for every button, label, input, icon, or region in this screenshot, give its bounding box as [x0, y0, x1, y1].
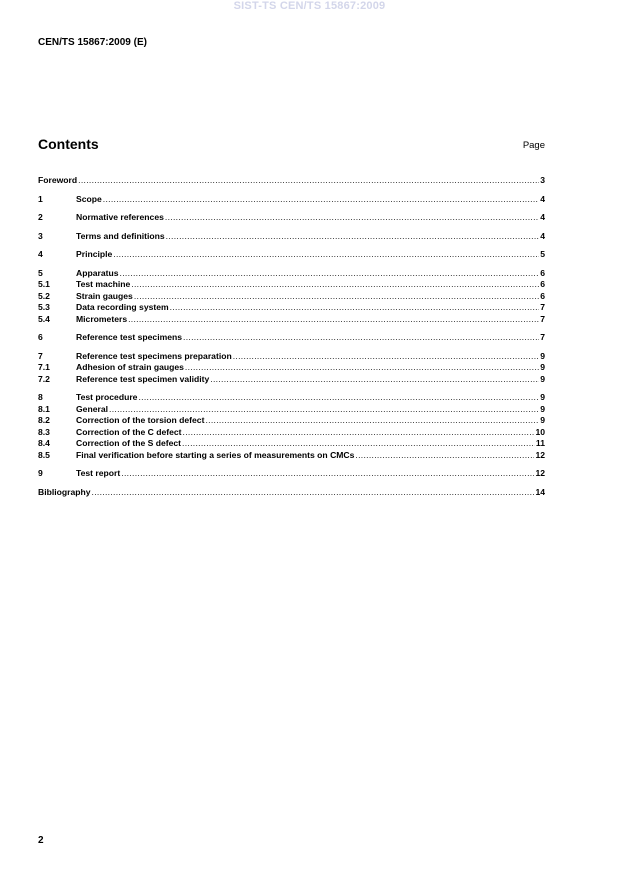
- dot-leader: [182, 438, 535, 450]
- toc-entry[interactable]: [38, 302, 545, 314]
- toc-entry-title: Normative references: [76, 212, 164, 222]
- toc-entry-number: 7: [38, 350, 43, 361]
- toc-entry-number: 5.1: [38, 279, 50, 289]
- dot-leader: [103, 194, 539, 206]
- toc-entry-page: 7: [540, 313, 545, 324]
- toc-entry[interactable]: [38, 468, 545, 480]
- dot-leader: [134, 291, 539, 303]
- toc-entry-page: 9: [540, 350, 545, 361]
- toc-entry-number: 2: [38, 212, 43, 222]
- dot-leader: [185, 362, 539, 374]
- toc-entry[interactable]: [38, 427, 545, 439]
- toc-entry[interactable]: [38, 231, 545, 243]
- toc-entry-number: 1: [38, 193, 43, 204]
- toc-entry-title: Correction of the S defect: [76, 438, 182, 448]
- toc-entry-title: Foreword: [38, 175, 78, 185]
- toc-entry-number: 7.1: [38, 362, 50, 372]
- toc-entry[interactable]: [38, 487, 545, 499]
- toc-entry-title: Principle: [76, 249, 113, 259]
- dot-leader: [170, 302, 540, 314]
- toc-entry[interactable]: [38, 438, 545, 450]
- toc-entry-page: 6: [540, 290, 545, 301]
- toc-entry-title: Test procedure: [76, 392, 138, 402]
- dot-leader: [120, 268, 540, 280]
- toc-entry-page: 4: [540, 212, 545, 222]
- watermark: SIST-TS CEN/TS 15867:2009: [233, 0, 386, 12]
- toc-entry-title: Adhesion of strain gauges: [76, 362, 184, 372]
- page-number: 2: [38, 835, 44, 846]
- toc-entry-number: 5: [38, 267, 43, 278]
- dot-leader: [233, 351, 540, 363]
- toc-entry-title: Test report: [76, 468, 121, 478]
- toc-entry-number: 8.2: [38, 415, 50, 425]
- toc-entry[interactable]: [38, 175, 545, 187]
- toc-entry-page: 5: [540, 249, 545, 259]
- toc-entry-page: 9: [540, 362, 545, 372]
- toc-entry-page: 12: [535, 449, 545, 460]
- dot-leader: [210, 374, 539, 386]
- toc-entry-number: 5.2: [38, 290, 50, 301]
- toc-entry-number: 5.4: [38, 313, 50, 324]
- toc-entry-title: Final verification before starting a series of measurements on CMCs: [76, 449, 355, 460]
- dot-leader: [131, 279, 539, 291]
- dot-leader: [183, 332, 539, 344]
- dot-leader: [165, 212, 539, 224]
- toc-entry-number: 9: [38, 468, 43, 478]
- toc-entry-title: Data recording system: [76, 302, 169, 312]
- toc-entry[interactable]: [38, 279, 545, 291]
- toc-entry-title: Reference test specimens: [76, 332, 183, 342]
- toc-entry[interactable]: [38, 314, 545, 326]
- toc-entry-page: 7: [540, 302, 545, 312]
- toc-entry[interactable]: [38, 351, 545, 363]
- dot-leader: [205, 415, 539, 427]
- page-column-label: Page: [522, 140, 545, 151]
- toc-entry-number: 7.2: [38, 373, 50, 384]
- contents-heading: Contents: [38, 136, 99, 152]
- toc-entry-page: 7: [540, 332, 545, 342]
- dot-leader: [355, 450, 534, 462]
- toc-entry[interactable]: [38, 212, 545, 224]
- toc-entry-title: Correction of the torsion defect: [76, 415, 205, 425]
- toc-entry-page: 6: [540, 267, 545, 278]
- toc-entry[interactable]: [38, 392, 545, 404]
- toc-entry-number: 8.1: [38, 403, 50, 414]
- dot-leader: [138, 392, 539, 404]
- toc-entry-page: 9: [540, 373, 545, 384]
- dot-leader: [113, 249, 539, 261]
- toc-entry-page: 10: [535, 426, 545, 437]
- toc-entry[interactable]: [38, 374, 545, 386]
- toc-entry-page: 4: [540, 230, 545, 241]
- dot-leader: [109, 404, 539, 416]
- toc-entry-title: Strain gauges: [76, 290, 133, 301]
- toc-entry-number: 8.5: [38, 449, 50, 460]
- dot-leader: [78, 175, 539, 187]
- toc-entry[interactable]: [38, 415, 545, 427]
- toc-entry[interactable]: [38, 404, 545, 416]
- toc-entry-number: 6: [38, 332, 43, 342]
- toc-entry-title: General: [76, 403, 109, 414]
- toc-entry-title: Micrometers: [76, 313, 128, 324]
- document-id: CEN/TS 15867:2009 (E): [38, 37, 147, 48]
- toc-entry-page: 6: [540, 279, 545, 289]
- toc-entry-title: Test machine: [76, 279, 131, 289]
- toc-entry-page: 4: [540, 193, 545, 204]
- toc-entry-title: Terms and definitions: [76, 230, 165, 241]
- toc-entry-title: Bibliography: [38, 486, 91, 497]
- toc-entry[interactable]: [38, 291, 545, 303]
- dot-leader: [183, 427, 535, 439]
- table-of-contents: [38, 175, 545, 498]
- dot-leader: [92, 487, 535, 499]
- toc-entry-number: 8: [38, 392, 43, 402]
- toc-entry-number: 8.3: [38, 426, 50, 437]
- toc-entry[interactable]: [38, 332, 545, 344]
- toc-entry-title: Correction of the C defect: [76, 426, 182, 437]
- toc-entry[interactable]: [38, 450, 545, 462]
- toc-entry[interactable]: [38, 362, 545, 374]
- toc-entry[interactable]: [38, 249, 545, 261]
- toc-entry-title: Scope: [76, 193, 102, 204]
- dot-leader: [121, 468, 534, 480]
- toc-entry-page: 14: [535, 486, 545, 497]
- toc-entry[interactable]: [38, 268, 545, 280]
- toc-entry-page: 9: [540, 403, 545, 414]
- toc-entry-number: 4: [38, 249, 43, 259]
- toc-entry-page: 11: [535, 438, 545, 448]
- toc-entry-page: 3: [540, 175, 545, 185]
- toc-entry-number: 5.3: [38, 302, 50, 312]
- toc-entry-number: 3: [38, 230, 43, 241]
- toc-entry-page: 9: [540, 415, 545, 425]
- toc-entry-number: 8.4: [38, 438, 50, 448]
- dot-leader: [128, 314, 539, 326]
- toc-entry[interactable]: [38, 194, 545, 206]
- dot-leader: [166, 231, 540, 243]
- toc-entry-page: 9: [540, 392, 545, 402]
- toc-entry-title: Reference test specimen validity: [76, 373, 210, 384]
- toc-entry-title: Reference test specimens preparation: [76, 350, 232, 361]
- toc-entry-title: Apparatus: [76, 267, 119, 278]
- toc-entry-page: 12: [535, 468, 545, 478]
